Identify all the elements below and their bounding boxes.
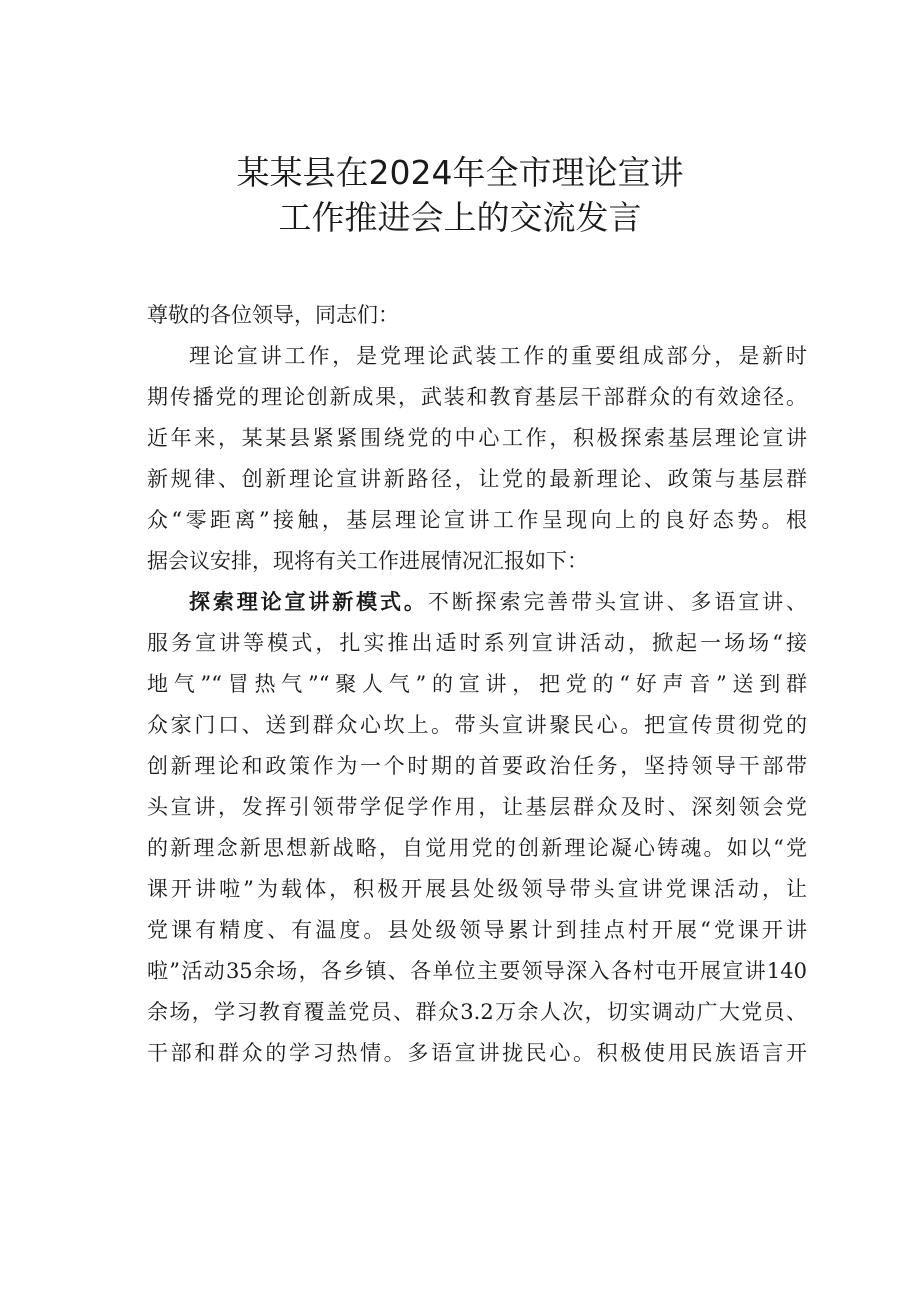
section-heading: 探索理论宣讲新模式。 (189, 590, 428, 614)
paragraph-line: 干部和群众的学习热情。多语宣讲拢民心。积极使用民族语言开 (147, 1041, 807, 1065)
paragraph-intro (147, 336, 807, 582)
title-line-1: 某某县在2024年全市理论宣讲 (236, 153, 684, 192)
paragraph-line (147, 582, 807, 623)
paragraph-line: 据会议安排，现将有关工作进展情况汇报如下： (147, 549, 588, 573)
paragraph-line: 近年来，某某县紧紧围绕党的中心工作，积极探索基层理论宣讲 (147, 426, 807, 450)
paragraph-line: 期传播党的理论创新成果，武装和教育基层干部群众的有效途径。 (147, 385, 807, 409)
paragraph-text: 不断探索完善带头宣讲、多语宣讲、 (427, 590, 808, 614)
paragraph-line: 的新理念新思想新战略，自觉用党的创新理论凝心铸魂。如以“党 (147, 836, 807, 860)
title-line-2: 工作推进会上的交流发言 (278, 198, 642, 237)
paragraph-line: 啦”活动35余场，各乡镇、各单位主要领导深入各村屯开展宣讲140 (147, 959, 807, 983)
paragraph-line: 服务宣讲等模式，扎实推出适时系列宣讲活动，掀起一场场“接 (147, 631, 807, 655)
paragraph-line: 头宣讲，发挥引领带学促学作用，让基层群众及时、深刻领会党 (147, 795, 807, 819)
paragraph-line: 创新理论和政策作为一个时期的首要政治任务，坚持领导干部带 (147, 754, 807, 778)
paragraph-model (147, 582, 807, 1074)
paragraph-line: 地气”“冒热气”“聚人气”的宣讲，把党的“好声音”送到群 (147, 672, 807, 696)
salutation: 尊敬的各位领导，同志们： (147, 303, 399, 327)
document-body (147, 295, 807, 1074)
paragraph-line: 余场，学习教育覆盖党员、群众3.2万余人次，切实调动广大党员、 (147, 1000, 807, 1024)
paragraph-line: 众家门口、送到群众心坎上。带头宣讲聚民心。把宣传贯彻党的 (147, 713, 807, 737)
paragraph-line: 众“零距离”接触，基层理论宣讲工作呈现向上的良好态势。根 (147, 508, 807, 532)
document-title (0, 150, 920, 240)
paragraph-line: 课开讲啦”为载体，积极开展县处级领导带头宣讲党课活动，让 (147, 877, 807, 901)
paragraph-line: 理论宣讲工作，是党理论武装工作的重要组成部分，是新时 (189, 344, 807, 368)
paragraph-line: 新规律、创新理论宣讲新路径，让党的最新理论、政策与基层群 (147, 467, 807, 491)
paragraph-line: 党课有精度、有温度。县处级领导累计到挂点村开展“党课开讲 (147, 918, 807, 942)
